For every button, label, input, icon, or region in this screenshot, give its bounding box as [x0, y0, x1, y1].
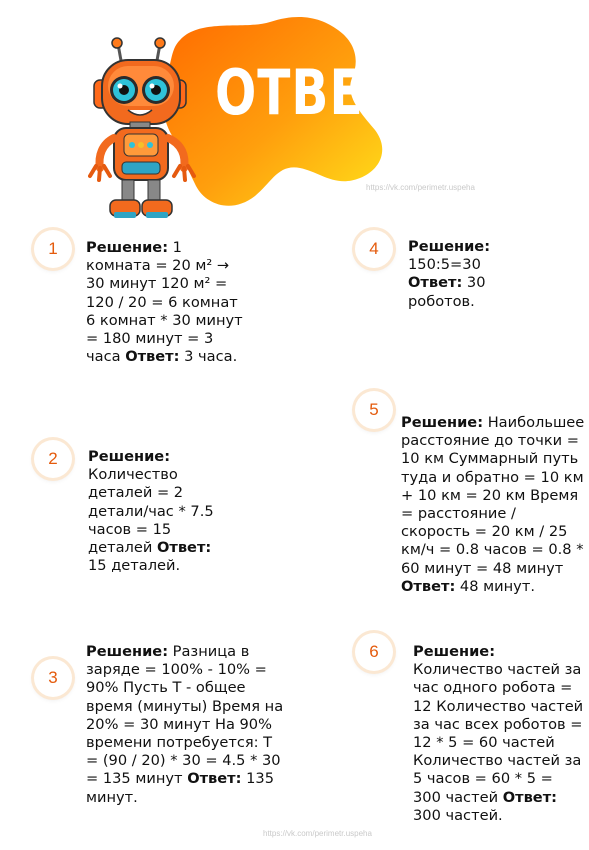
answer-text: 135 минут.	[86, 770, 274, 806]
watermark-link: https://vk.com/perimetr.uspeha	[263, 829, 372, 838]
answer-text: 15 деталей.	[88, 557, 181, 575]
answer-number-badge: 3	[34, 659, 72, 697]
answer-block	[86, 239, 248, 366]
answer-number-badge: 6	[355, 633, 393, 671]
header	[0, 0, 589, 230]
answer-number-badge: 5	[355, 391, 393, 429]
solution-label: Решение:	[408, 238, 491, 255]
answer-label: Ответ:	[187, 770, 242, 788]
answer-text: 3 часа.	[179, 348, 238, 366]
answer-block	[86, 643, 286, 807]
answer-label: Ответ:	[408, 274, 463, 292]
solution-text: Разница в заряде = 100% - 10% = 90% Пусть T - общее время (минуты) Время на 20% = 30 минут На 90% времени потребуется: T = (90 / 20) * 30 = 4.5 * 30 = 135 минут	[86, 643, 284, 788]
answer-block	[413, 643, 585, 825]
watermark-link: https://vk.com/perimetr.uspeha	[366, 183, 475, 192]
solution-text: 150:5=30	[408, 256, 481, 274]
solution-text: 1 комната = 20 м² → 30 минут 120 м² = 120 / 20 = 6 комнат 6 комнат * 30 минут = 180 минут = 3 часа	[86, 239, 243, 366]
answer-label: Ответ:	[125, 348, 180, 366]
answer-block	[408, 238, 518, 311]
solution-label: Решение:	[401, 414, 484, 431]
answer-label: Ответ:	[401, 577, 456, 595]
answer-label: Ответ:	[156, 539, 212, 557]
solution-label: Решение:	[86, 239, 169, 256]
solution-text: Количество частей за час одного робота = 12 Количество частей за час всех роботов = 12 * 5 = 60 частей Количество частей за 5 часов = 60 * 5 = 300 частей	[413, 661, 584, 806]
solution-label: Решение:	[86, 643, 169, 660]
answer-label: Ответ:	[502, 788, 557, 806]
solution-label: Решение:	[88, 448, 171, 465]
answer-text: 48 минут.	[455, 577, 535, 595]
solution-text: Количество деталей = 2 детали/час * 7.5 часов = 15 деталей	[88, 466, 214, 557]
solution-label: Решение:	[413, 643, 496, 660]
robot-illustration	[88, 36, 218, 222]
answer-block	[88, 448, 222, 575]
page-title: ОТВЕТЫ	[215, 56, 450, 129]
answer-text: 30 роботов.	[408, 274, 486, 310]
answer-block	[401, 414, 586, 596]
solution-text: Наибольшее расстояние до точки = 10 км Суммарный путь туда и обратно = 10 км + 10 км = 20 км Время = расстояние / скорость = 20 км / 25 км/ч = 0.8 часов = 0.8 * 60 минут = 48 минут	[401, 414, 585, 577]
answer-number-badge: 4	[355, 230, 393, 268]
answer-number-badge: 2	[34, 440, 72, 478]
answer-text: 300 частей.	[413, 806, 503, 824]
answer-number-badge: 1	[34, 230, 72, 268]
